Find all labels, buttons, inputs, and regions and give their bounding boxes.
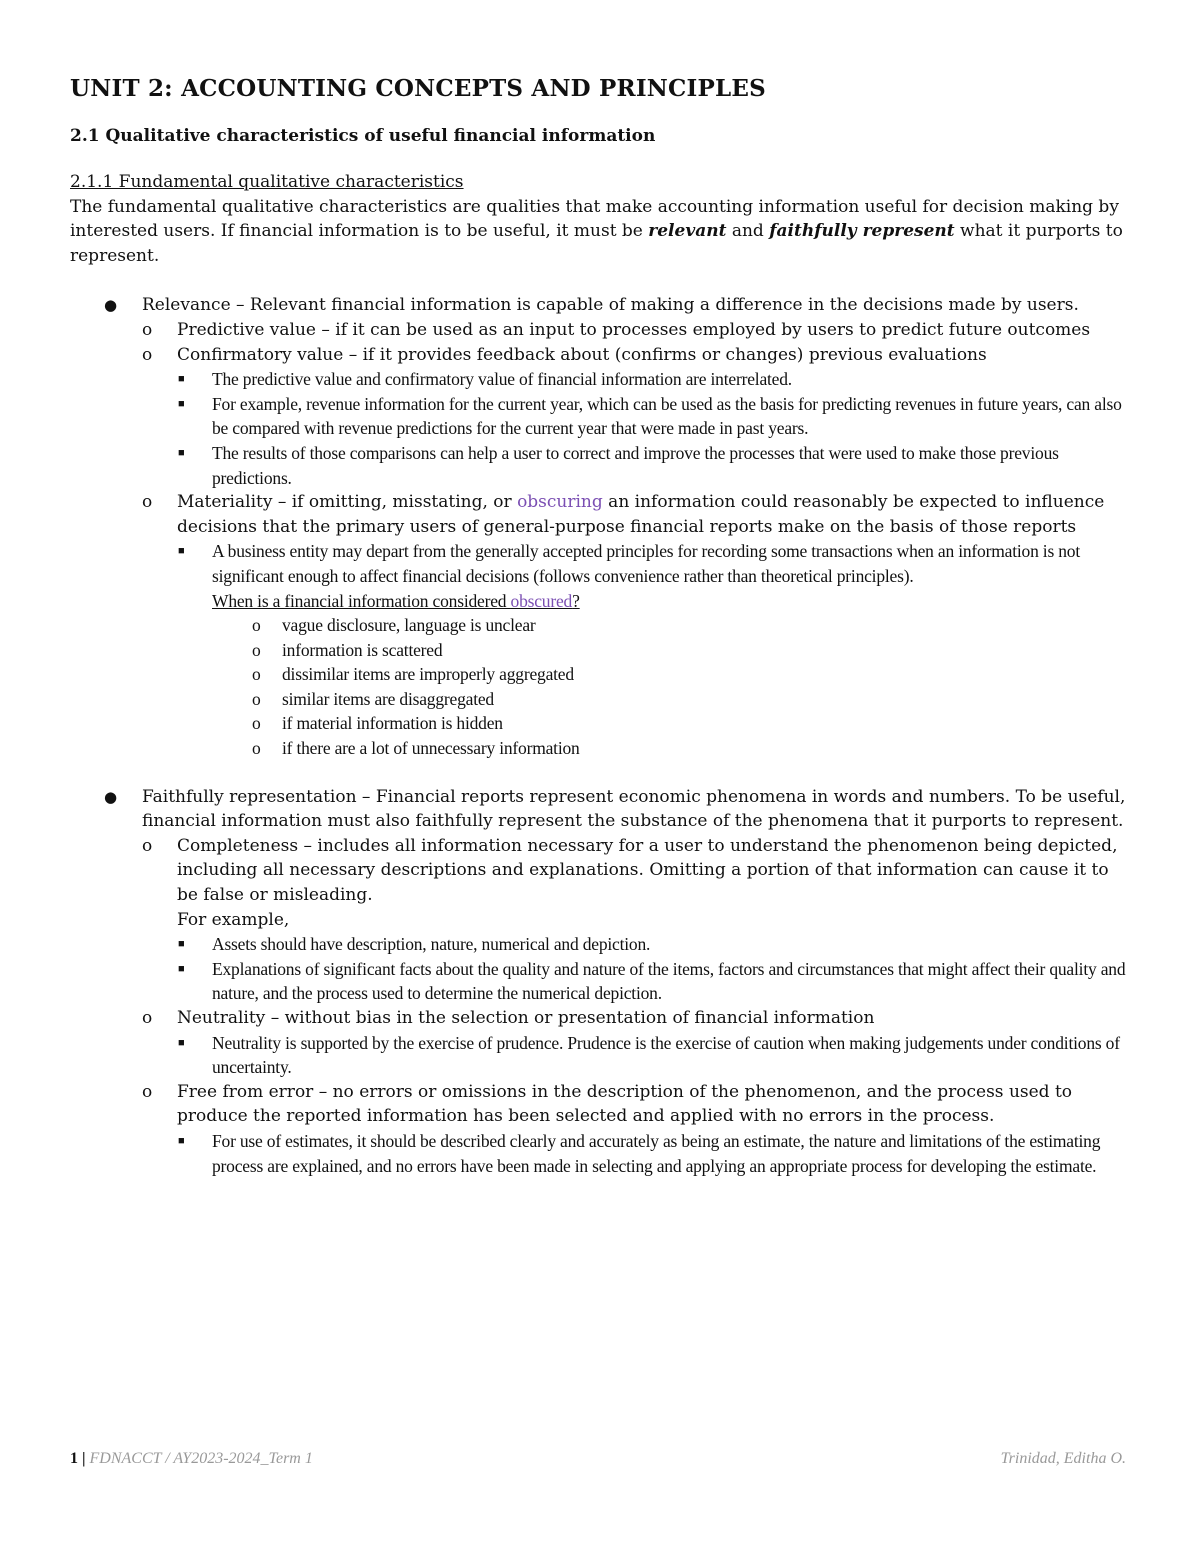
item-text: if material information is hidden: [282, 713, 503, 734]
item-text: information is scattered: [282, 639, 443, 660]
list-item: [247, 662, 1130, 687]
point-text: Explanations of significant facts about the quality and nature of the items, factors and circumstances that might affect their quality and nature, and the process used to determine the numerical depiction.: [212, 958, 1126, 1004]
item-text: dissimilar items are improperly aggregated: [282, 664, 574, 685]
circle-bullet-icon: o: [142, 344, 153, 365]
completeness-points: [177, 932, 1130, 1006]
intro-faithful: faithfully represent: [769, 221, 955, 242]
square-bullet-icon: ■: [178, 1036, 185, 1049]
point-text: The results of those comparisons can help a user to correct and improve the processes that were used to make those previous predictions.: [212, 442, 1059, 488]
faithful-item: [70, 785, 1130, 1179]
obscured-list: [247, 613, 1130, 761]
circle-bullet-icon: o: [142, 1081, 153, 1102]
main-list: [70, 293, 1130, 1178]
point-text: Neutrality is supported by the exercise of prudence. Prudence is the exercise of caution when making judgements under conditions of uncertainty.: [212, 1032, 1120, 1078]
unit-title: UNIT 2: ACCOUNTING CONCEPTS AND PRINCIPLES: [70, 75, 766, 102]
subsection-heading: 2.1.1 Fundamental qualitative characteristics: [70, 172, 464, 192]
materiality-text-2: an information could reasonably be expected to influence decisions that the primary users of general-purpose financial reports make on the basis of those reports: [177, 492, 1105, 537]
section-heading: 2.1 Qualitative characteristics of useful financial information: [70, 126, 656, 146]
materiality-item: [142, 490, 1130, 761]
intro-text-1: The fundamental qualitative characteristics are qualities that make accounting information useful for decision making by interested users. If financial information is to be useful, it must be: [70, 196, 1119, 242]
circle-bullet-icon: o: [252, 713, 261, 734]
relevance-sublist: [142, 318, 1130, 761]
point-text: Assets should have description, nature, numerical and depiction.: [212, 934, 651, 955]
square-bullet-icon: ■: [178, 962, 185, 975]
list-item: [177, 441, 1130, 490]
circle-bullet-icon: o: [142, 319, 153, 340]
footer-author: Trinidad, Editha O.: [1000, 1450, 1126, 1467]
circle-bullet-icon: o: [142, 492, 153, 513]
predictive-text: Predictive value – if it can be used as an input to processes employed by users to predict future outcomes: [177, 319, 1091, 340]
confirmatory-item: [142, 343, 1130, 491]
neutrality-item: [142, 1006, 1130, 1080]
circle-bullet-icon: o: [252, 615, 261, 636]
page-number: 1 |: [70, 1450, 86, 1467]
intro-relevant: relevant: [648, 221, 727, 242]
item-text: vague disclosure, language is unclear: [282, 615, 536, 636]
square-bullet-icon: ■: [178, 938, 185, 951]
circle-bullet-icon: o: [252, 738, 261, 759]
free-error-points: [177, 1129, 1130, 1178]
relevance-text: Relevance – Relevant financial information is capable of making a difference in the decisions made by users.: [142, 295, 1079, 316]
page-footer: [70, 1447, 1130, 1472]
list-item: [177, 392, 1130, 441]
square-bullet-icon: ■: [178, 373, 185, 386]
list-item: [177, 539, 1130, 760]
list-item: [177, 367, 1130, 392]
predictive-item: [142, 318, 1130, 343]
list-item: [247, 736, 1130, 761]
list-item: [247, 687, 1130, 712]
circle-bullet-icon: o: [252, 664, 261, 685]
faithful-sublist: [142, 834, 1130, 1178]
confirmatory-text: Confirmatory value – if it provides feedback about (confirms or changes) previous evaluations: [177, 344, 987, 365]
for-example-label: For example,: [177, 909, 290, 930]
materiality-text-1: Materiality – if omitting, misstating, or: [177, 492, 518, 513]
obscuring-link[interactable]: obscuring: [517, 492, 603, 513]
materiality-points: [177, 539, 1130, 760]
neutrality-points: [177, 1031, 1130, 1080]
relevance-item: [70, 293, 1130, 784]
list-item: [177, 932, 1130, 957]
item-text: if there are a lot of unnecessary information: [282, 738, 580, 759]
point-text: For example, revenue information for the current year, which can be used as the basis for predicting revenues in future years, can also be compared with revenue predictions for the current year that were made in past years.: [212, 393, 1122, 439]
obscured-question: [212, 589, 1130, 614]
intro-and: and: [726, 221, 770, 242]
neutrality-text: Neutrality – without bias in the selection or presentation of financial information: [177, 1008, 875, 1028]
circle-bullet-icon: o: [142, 1008, 153, 1028]
free-from-error-item: [142, 1080, 1130, 1178]
circle-bullet-icon: o: [142, 835, 153, 856]
circle-bullet-icon: o: [252, 688, 261, 709]
item-text: similar items are disaggregated: [282, 688, 494, 709]
square-bullet-icon: ■: [178, 446, 185, 459]
point-text: For use of estimates, it should be described clearly and accurately as being an estimate, the nature and limitations of the estimating process are explained, and no errors have been made in selecting and applying an appropriate process for developing the estimate.: [212, 1130, 1101, 1176]
free-error-text: Free from error – no errors or omissions in the description of the phenomenon, and the process used to produce the reported information has been selected and applied with no errors in the process.: [177, 1081, 1073, 1127]
point-text: The predictive value and confirmatory value of financial information are interrelated.: [212, 369, 792, 390]
list-item: [247, 711, 1130, 736]
confirmatory-points: [177, 367, 1130, 490]
bullet-icon: ●: [104, 787, 118, 806]
question-mark: ?: [572, 590, 580, 611]
square-bullet-icon: ■: [178, 1134, 185, 1147]
square-bullet-icon: ■: [178, 397, 185, 410]
bullet-icon: ●: [104, 296, 118, 315]
spacer: [142, 761, 1130, 785]
intro-text-2: what it purports to represent.: [70, 221, 1123, 266]
footer-course: FDNACCT / AY2023-2024_Term 1: [89, 1450, 313, 1467]
list-item: [177, 1129, 1130, 1178]
list-item: [247, 613, 1130, 638]
intro-paragraph: [70, 195, 1130, 269]
list-item: [177, 1031, 1130, 1080]
square-bullet-icon: ■: [178, 545, 185, 558]
obscured-link[interactable]: obscured: [510, 590, 573, 611]
completeness-item: [142, 834, 1130, 1006]
faithful-text: Faithfully representation – Financial reports represent economic phenomena in words and numbers. To be useful, financial information must also faithfully represent the substance of the phenomena that it purports to represent.: [142, 786, 1126, 832]
circle-bullet-icon: o: [252, 639, 261, 660]
list-item: [247, 638, 1130, 663]
list-item: [177, 957, 1130, 1006]
completeness-text: Completeness – includes all information necessary for a user to understand the phenomenon being depicted, including all necessary descriptions and explanations. Omitting a portion of that information can cause it to be false or misleading.: [177, 835, 1118, 906]
document-page: [70, 70, 1130, 1178]
question-text: When is a financial information considered: [212, 590, 511, 611]
point-text: A business entity may depart from the generally accepted principles for recording some transactions when an information is not significant enough to affect financial decisions (follows convenience rather than theoretical principles).: [212, 541, 1081, 586]
